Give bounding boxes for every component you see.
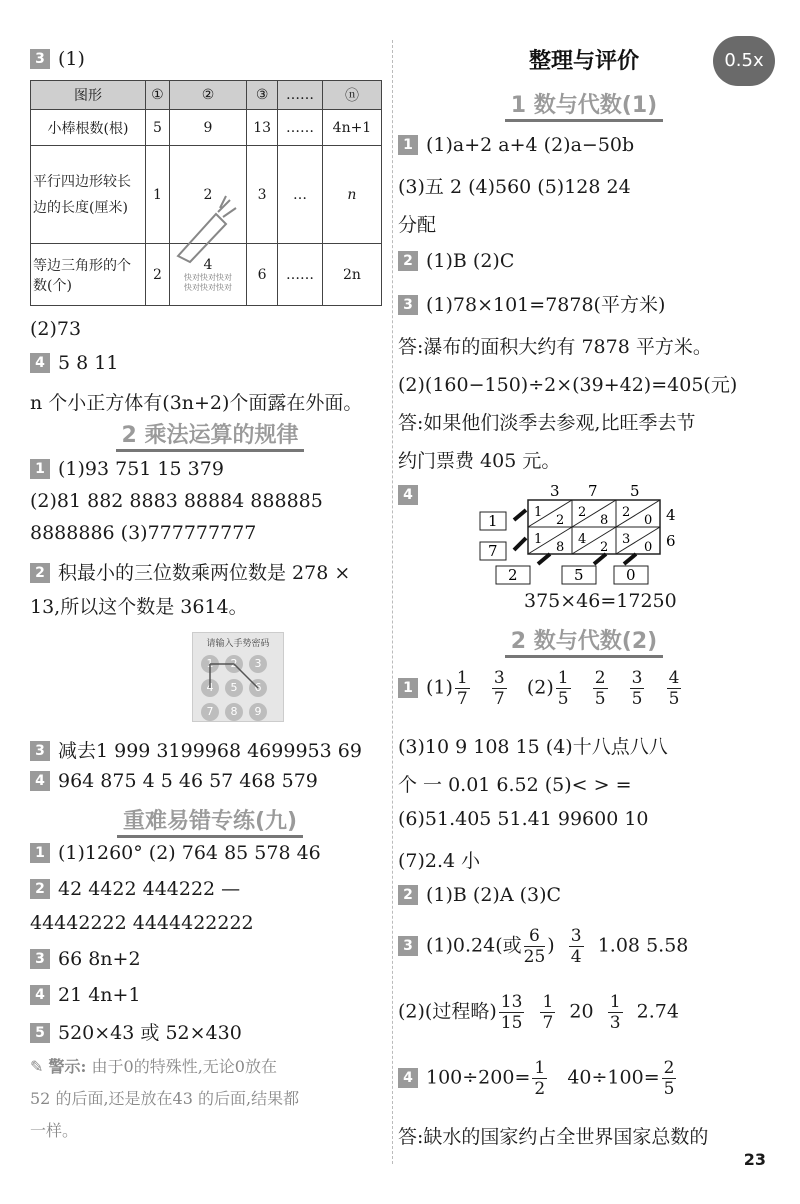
p3-b: (2)(过程略) $\frac{13}{15}$ $\frac{1}{7}$ 20 $\frac{1}{3}$ 2.74 — [398, 992, 679, 1033]
table-header: 图形 — [31, 81, 146, 110]
section-heading: 2 数与代数(2) — [398, 624, 770, 658]
lattice-right-digit: 6 — [666, 532, 676, 550]
s2-q4: 4 964 875 4 5 46 57 468 579 — [30, 770, 318, 792]
q3-head: 3 (1) — [30, 48, 85, 70]
table-header: ③ — [247, 81, 278, 110]
table-cell: 2 — [146, 244, 170, 306]
p1-d: (6)51.405 51.41 99600 10 — [398, 808, 649, 830]
table-cell: 2n — [322, 244, 381, 306]
pad-dot: 4 — [201, 679, 219, 697]
lattice-right-digit: 4 — [666, 506, 676, 524]
fraction: $\frac{1}{7}$ — [542, 992, 554, 1033]
lattice-cell-digit: 0 — [644, 513, 653, 528]
fraction: $\frac{6}{25}$ — [523, 926, 546, 967]
s2-q1-c: 8888886 (3)777777777 — [30, 522, 257, 544]
r-q3-d: 答:如果他们淡季去参观,比旺季去节 — [398, 412, 696, 434]
fraction: $\frac{3}{4}$ — [570, 926, 582, 967]
fraction: $\frac{1}{2}$ — [534, 1058, 546, 1099]
s3-q5: 5 520×43 或 52×430 — [30, 1018, 242, 1045]
lattice-equation: 375×46=17250 — [524, 590, 677, 612]
section-heading: 重难易错专练(九) — [30, 804, 390, 838]
warning: ✎ 警示: 由于0的特殊性,无论0放在 — [30, 1057, 277, 1076]
q4-text: n 个小正方体有(3n+2)个面露在外面。 — [30, 392, 363, 414]
s2-q3: 3 减去1 999 3199968 4699953 69 — [30, 736, 362, 763]
table-header: ② — [169, 81, 246, 110]
lattice-left-digit: 7 — [488, 542, 498, 560]
s2-q2-b: 13,所以这个数是 3614。 — [30, 596, 248, 618]
r-q1-b: (3)五 2 (4)560 (5)128 24 — [398, 176, 631, 198]
fraction: $\frac{3}{5}$ — [631, 668, 643, 709]
lattice-top-digit: 5 — [630, 482, 640, 500]
fraction: $\frac{13}{15}$ — [500, 992, 523, 1033]
warning-icon: ✎ — [30, 1057, 49, 1076]
column-divider — [392, 40, 393, 1164]
stamp-text: 快对快对快对快对快对快对 — [183, 272, 232, 292]
r-q2: 2 (1)B (2)C — [398, 250, 514, 272]
pad-dot: 9 — [249, 703, 267, 721]
pad-dot: 7 — [201, 703, 219, 721]
table-header: ① — [146, 81, 170, 110]
lattice-cell-digit: 0 — [644, 540, 653, 555]
lattice-cell-digit: 8 — [600, 513, 609, 528]
table-cell: 小棒根数(根) — [31, 110, 146, 146]
lattice-cell-digit: 3 — [622, 532, 631, 547]
fraction: $\frac{1}{3}$ — [609, 992, 621, 1033]
p1-c: 个 一 0.01 6.52 (5)< > = — [398, 774, 632, 796]
warning-b: 52 的后面,还是放在43 的后面,结果都 — [30, 1089, 300, 1108]
table-header: ⓝ — [322, 81, 381, 110]
lattice-cell-digit: 2 — [578, 505, 587, 520]
p4: 4 100÷200= $\frac{1}{2}$ 40÷100= $\frac{2}{5}$ — [398, 1058, 678, 1099]
r-q1-c: 分配 — [398, 214, 437, 236]
lattice-cell-digit: 2 — [556, 513, 565, 528]
carrot-stamp-icon — [168, 194, 238, 266]
s2-q1: 1 (1)93 751 15 379 — [30, 458, 224, 480]
lattice-bottom-digit: 0 — [626, 566, 636, 584]
table-cell: …… — [278, 110, 323, 146]
r-q3-e: 约门票费 405 元。 — [398, 450, 561, 472]
lattice-bottom-digit: 5 — [574, 566, 584, 584]
pattern-table — [30, 80, 382, 306]
warning-c: 一样。 — [30, 1121, 79, 1140]
gesture-path — [193, 633, 283, 721]
lattice-multiplication-diagram — [474, 480, 704, 586]
lattice-cell-digit: 8 — [556, 540, 565, 555]
table-cell: 平行四边形较长边的长度(厘米) — [31, 146, 146, 244]
q3-2: (2)73 — [30, 318, 82, 340]
p2: 2 (1)B (2)A (3)C — [398, 884, 561, 906]
r-q1: 1 (1)a+2 a+4 (2)a−50b — [398, 134, 634, 156]
pad-title: 请输入手势密码 — [206, 639, 270, 649]
p4-answer: 答:缺水的国家约占全世界国家总数的 — [398, 1126, 709, 1148]
q4: 4 5 8 11 — [30, 352, 118, 374]
lattice-top-digit: 3 — [550, 482, 560, 500]
fraction: $\frac{2}{5}$ — [663, 1058, 675, 1099]
lattice-left-digit: 1 — [488, 512, 498, 530]
table-header: …… — [278, 81, 323, 110]
fraction: $\frac{2}{5}$ — [594, 668, 606, 709]
lattice-cell-digit: 4 — [578, 532, 587, 547]
table-cell: … — [278, 146, 323, 244]
table-cell: 2 — [169, 146, 246, 244]
table-cell: 5 — [146, 110, 170, 146]
table-cell: 1 — [146, 146, 170, 244]
s3-q2: 2 42 4422 444222 — — [30, 878, 240, 900]
p1-b: (3)10 9 108 15 (4)十八点八八 — [398, 736, 668, 758]
table-cell: 13 — [247, 110, 278, 146]
s2-q2: 2 积最小的三位数乘两位数是 278 × — [30, 558, 350, 585]
lattice-cell-digit: 2 — [600, 540, 609, 555]
s3-q4: 4 21 4n+1 — [30, 984, 141, 1006]
lattice-cell-digit: 1 — [534, 532, 543, 547]
r-q3-b: 答:瀑布的面积大约有 7878 平方米。 — [398, 336, 712, 358]
table-cell: 等边三角形的个数(个) — [31, 244, 146, 306]
table-cell: 4n+1 — [322, 110, 381, 146]
pad-dot: 2 — [225, 655, 243, 673]
r-q4: 4 — [398, 484, 426, 506]
table-cell: 6 — [247, 244, 278, 306]
page-title: 整理与评价 — [528, 49, 639, 74]
table-cell: 9 — [169, 110, 246, 146]
pad-dot: 5 — [225, 679, 243, 697]
s3-q1: 1 (1)1260° (2) 764 85 578 46 — [30, 842, 321, 864]
zoom-badge[interactable]: 0.5x — [713, 36, 775, 86]
table-cell: 3 — [247, 146, 278, 244]
fraction: $\frac{3}{7}$ — [493, 668, 505, 709]
lattice-top-digit: 7 — [588, 482, 598, 500]
pad-dot: 8 — [225, 703, 243, 721]
table-cell: …… — [278, 244, 323, 306]
section-heading: 1 数与代数(1) — [398, 88, 770, 122]
gesture-password-pad — [192, 632, 284, 722]
pad-dot: 3 — [249, 655, 267, 673]
table-cell: 4 快对快对快对快对快对快对 — [169, 244, 246, 306]
fraction: $\frac{4}{5}$ — [668, 668, 680, 709]
p3: 3 (1)0.24(或 $\frac{6}{25}$ ) $\frac{3}{4}$ 1.08 5.58 — [398, 926, 688, 967]
page-number: 23 — [743, 1150, 766, 1169]
r-q3: 3 (1)78×101=7878(平方米) — [398, 290, 665, 317]
s3-q2-b: 44442222 4444422222 — [30, 912, 254, 934]
p1: 1 (1) $\frac{1}{7}$ $\frac{3}{7}$ (2) $\frac{1}{5}$ $\frac{2}{5}$ $\frac{3}{5}$ $\frac{4}{5}$ — [398, 668, 683, 709]
pad-dot: 6 — [249, 679, 267, 697]
r-q3-c: (2)(160−150)÷2×(39+42)=405(元) — [398, 374, 738, 396]
s2-q1-b: (2)81 882 8883 88884 888885 — [30, 490, 323, 512]
table-cell: n — [322, 146, 381, 244]
fraction: $\frac{1}{7}$ — [456, 668, 468, 709]
p1-e: (7)2.4 小 — [398, 850, 481, 872]
lattice-cell-digit: 1 — [534, 505, 543, 520]
lattice-bottom-digit: 2 — [508, 566, 518, 584]
fraction: $\frac{1}{5}$ — [557, 668, 569, 709]
section-heading: 2 乘法运算的规律 — [30, 418, 390, 452]
table-row — [31, 110, 382, 146]
lattice-cell-digit: 2 — [622, 505, 631, 520]
s3-q3: 3 66 8n+2 — [30, 948, 141, 970]
pad-dot: 1 — [201, 655, 219, 673]
